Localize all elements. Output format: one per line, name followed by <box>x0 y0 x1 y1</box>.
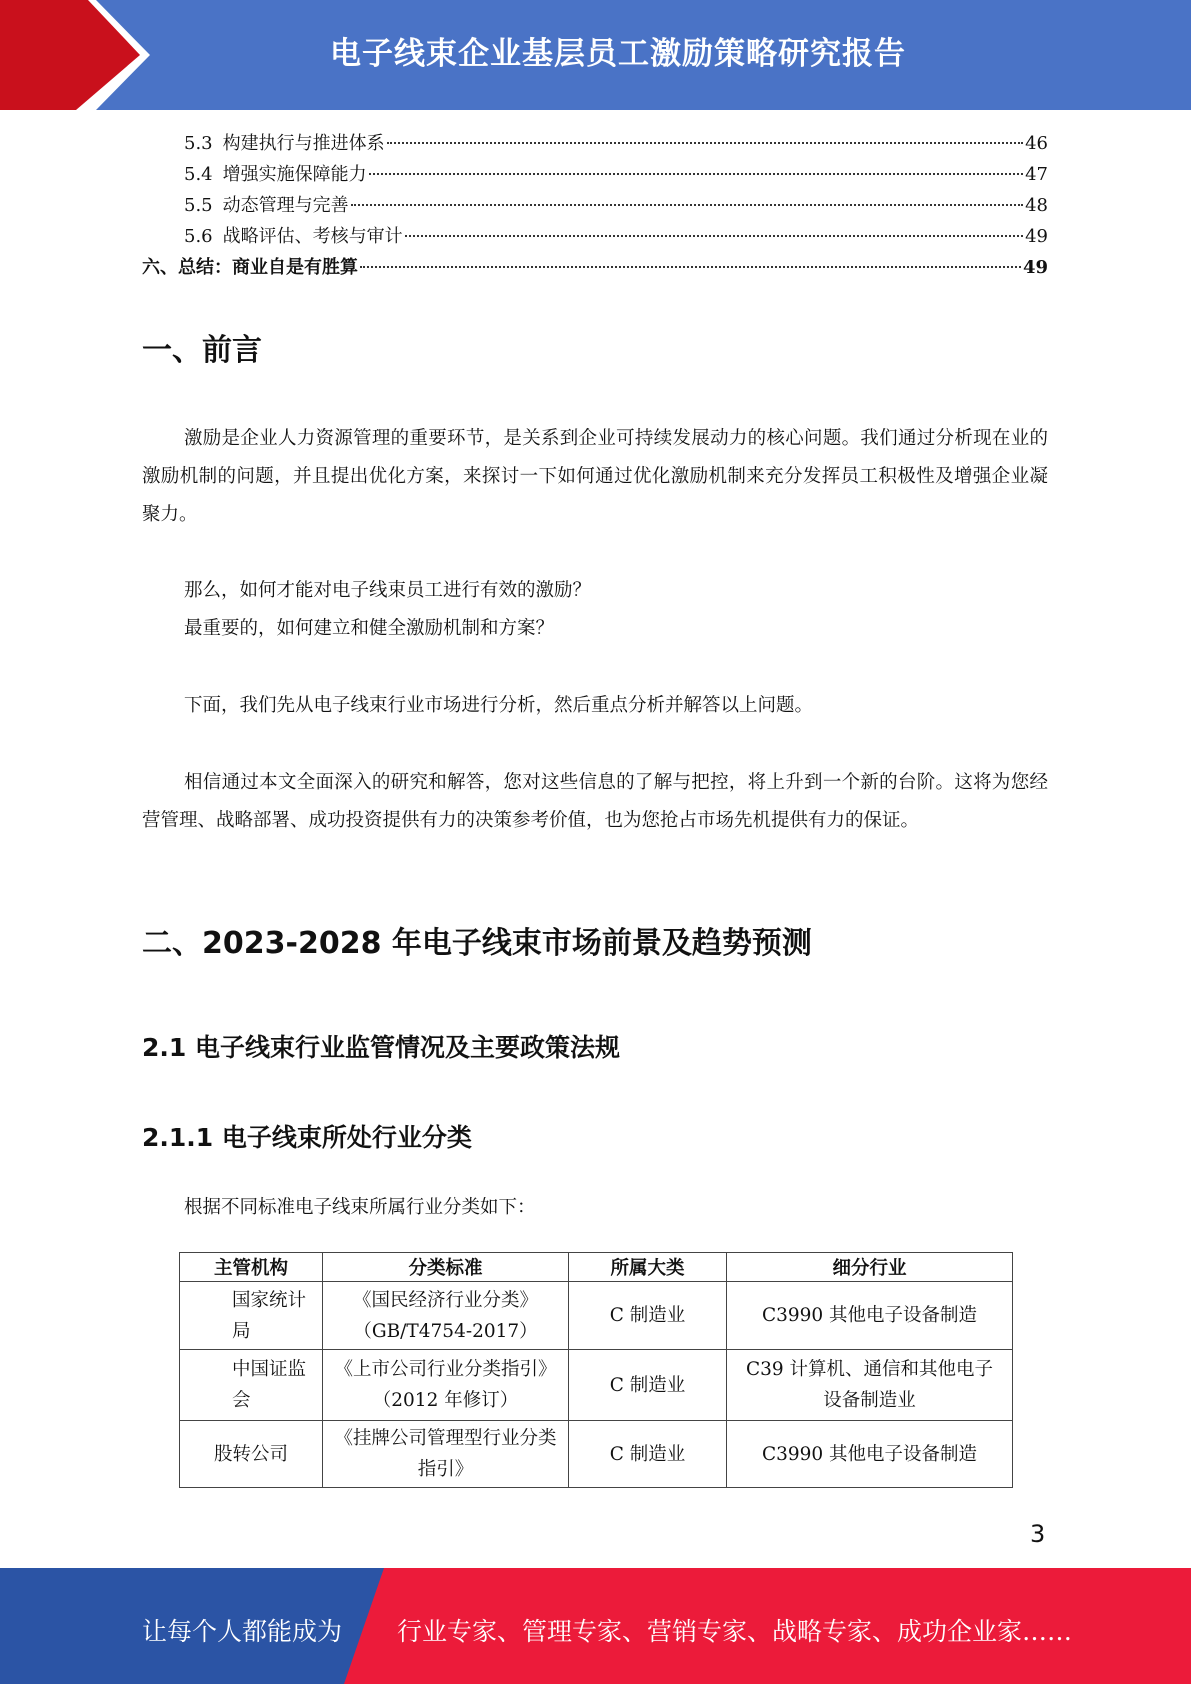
footer-slogan-right: 行业专家、管理专家、营销专家、战略专家、成功企业家…… <box>397 1617 1073 1646</box>
toc-leader-dots <box>360 266 1021 268</box>
toc-entry-title: 动态管理与完善 <box>222 195 349 216</box>
footer-slogan-left: 让每个人都能成为 <box>142 1617 343 1646</box>
table-of-contents <box>142 128 1048 283</box>
column-header: 主管机构 <box>180 1253 323 1282</box>
toc-entry-number: 5.3 <box>184 133 213 154</box>
subsection-heading-2-1-1: 2.1.1 电子线束所处行业分类 <box>142 1123 472 1152</box>
toc-entry-title: 构建执行与推进体系 <box>222 133 385 154</box>
toc-entry[interactable] <box>142 252 1048 283</box>
toc-entry-title: 六、总结：商业自是有胜算 <box>142 257 358 278</box>
table-intro-text: 根据不同标准电子线束所属行业分类如下： <box>184 1197 536 1218</box>
table-cell: C 制造业 <box>569 1350 727 1421</box>
toc-entry-page: 48 <box>1025 195 1048 216</box>
toc-leader-dots <box>405 235 1023 237</box>
industry-classification-table <box>179 1252 1013 1488</box>
table-cell: 《国民经济行业分类》（GB/T4754-2017） <box>323 1282 569 1350</box>
preface-paragraph-2: 下面，我们先从电子线束行业市场进行分析，然后重点分析并解答以上问题。 <box>184 695 814 716</box>
column-header: 所属大类 <box>569 1253 727 1282</box>
toc-entry[interactable] <box>142 159 1048 190</box>
table-row <box>180 1421 1013 1488</box>
page-footer <box>0 1568 1191 1684</box>
page-header <box>0 0 1191 110</box>
preface-question-1: 那么，如何才能对电子线束员工进行有效的激励？ <box>184 580 592 601</box>
report-title: 电子线束企业基层员工激励策略研究报告 <box>330 36 906 72</box>
preface-paragraph-1: 激励是企业人力资源管理的重要环节，是关系到企业可持续发展动力的核心问题。我们通过分析现在业的激励机制的问题，并且提出优化方案，来探讨一下如何通过优化激励机制来充分发挥员工积极性及增强企业凝聚力。 <box>142 428 1048 525</box>
table-cell: 股转公司 <box>180 1421 323 1488</box>
table-cell: 《挂牌公司管理型行业分类指引》 <box>323 1421 569 1488</box>
table-cell: 国家统计局 <box>180 1282 323 1350</box>
toc-entry-page: 49 <box>1025 226 1048 247</box>
table-row <box>180 1350 1013 1421</box>
subsection-heading-2-1: 2.1 电子线束行业监管情况及主要政策法规 <box>142 1033 620 1062</box>
column-header: 细分行业 <box>727 1253 1013 1282</box>
table-cell: C3990 其他电子设备制造 <box>727 1421 1013 1488</box>
toc-entry-number: 5.6 <box>184 226 213 247</box>
column-header: 分类标准 <box>323 1253 569 1282</box>
preface-paragraph-3: 相信通过本文全面深入的研究和解答，您对这些信息的了解与把控，将上升到一个新的台阶。这将为您经营管理、战略部署、成功投资提供有力的决策参考价值，也为您抢占市场先机提供有力的保证。 <box>142 772 1048 831</box>
toc-entry-page: 47 <box>1025 164 1048 185</box>
toc-entry[interactable] <box>142 221 1048 252</box>
section-heading-preface: 一、前言 <box>142 333 262 368</box>
table-cell: C39 计算机、通信和其他电子 设备制造业 <box>727 1350 1013 1421</box>
table-row <box>180 1282 1013 1350</box>
toc-entry-title: 增强实施保障能力 <box>222 164 367 185</box>
header-red-arrow <box>0 0 140 110</box>
preface-question-2: 最重要的，如何建立和健全激励机制和方案？ <box>184 618 555 639</box>
toc-entry-number: 5.4 <box>184 164 213 185</box>
table-header-row <box>180 1253 1013 1282</box>
toc-entry-number: 5.5 <box>184 195 213 216</box>
table-cell: C3990 其他电子设备制造 <box>727 1282 1013 1350</box>
table-cell: 《上市公司行业分类指引》（2012 年修订） <box>323 1350 569 1421</box>
page-number: 3 <box>1030 1520 1046 1548</box>
table-cell: C 制造业 <box>569 1282 727 1350</box>
toc-entry[interactable] <box>142 128 1048 159</box>
toc-entry[interactable] <box>142 190 1048 221</box>
toc-leader-dots <box>351 204 1023 206</box>
table-cell: 中国证监会 <box>180 1350 323 1421</box>
toc-leader-dots <box>387 142 1023 144</box>
table-cell: C 制造业 <box>569 1421 727 1488</box>
section-heading-market: 二、2023-2028 年电子线束市场前景及趋势预测 <box>142 926 812 961</box>
toc-entry-title: 战略评估、考核与审计 <box>222 226 403 247</box>
toc-leader-dots <box>369 173 1023 175</box>
toc-entry-page: 46 <box>1025 133 1048 154</box>
toc-entry-page: 49 <box>1022 257 1048 278</box>
